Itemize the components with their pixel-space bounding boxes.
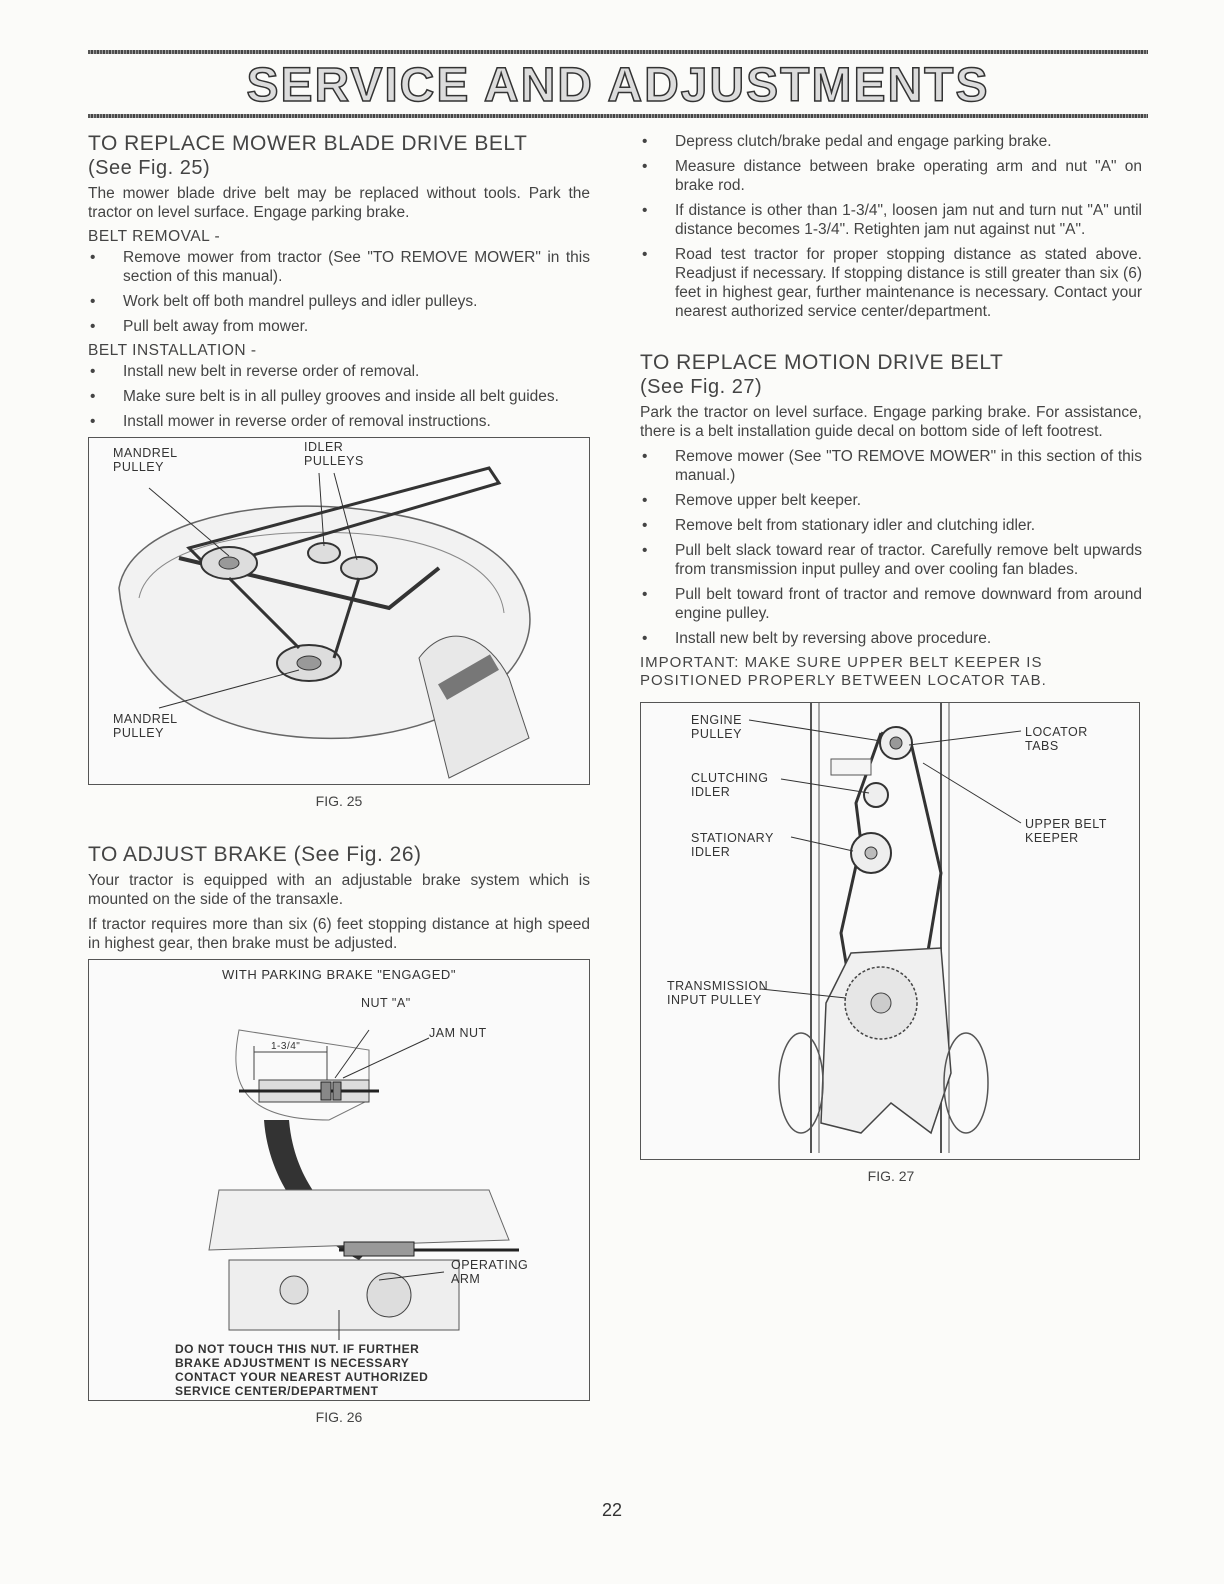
bullet-icon: • <box>90 318 96 335</box>
belt-removal-label: BELT REMOVAL - <box>88 228 221 245</box>
blade-belt-title: TO REPLACE MOWER BLADE DRIVE BELT <box>88 132 528 155</box>
fig26-heading: WITH PARKING BRAKE "ENGAGED" <box>222 967 456 982</box>
list-item: • Road test tractor for proper stopping distance as stated above. Readjust if necessary. If stopping distance is still greater than six (6) feet in highest gear, further maintenance is necessary. Contact your nearest authorized service center/department. <box>642 246 1142 320</box>
motion-belt-see-fig: (See Fig. 27) <box>640 376 763 398</box>
callout-upper-belt-keeper: UPPER BELT KEEPER <box>1025 817 1107 845</box>
bullet-icon: • <box>642 202 648 219</box>
list-item: • Measure distance between brake operating arm and nut "A" on brake rod. <box>642 158 1142 194</box>
list-item: • Work belt off both mandrel pulleys and idler pulleys. <box>90 293 478 310</box>
bullet-icon: • <box>90 293 96 310</box>
list-item: • Make sure belt is in all pulley grooves and inside all belt guides. <box>90 388 559 405</box>
brake-assembly-illustration <box>89 960 589 1400</box>
bullet-icon: • <box>90 363 96 380</box>
figure-26-caption: FIG. 26 <box>315 1409 363 1425</box>
brake-heading: TO ADJUST BRAKE (See Fig. 26) <box>88 843 422 866</box>
list-item: • Install mower in reverse order of removal instructions. <box>90 413 491 430</box>
list-item: • Pull belt slack toward rear of tractor. Carefully remove belt upwards from transmission input pulley and over cooling fan blades. <box>642 542 1142 578</box>
bullet-icon: • <box>642 246 648 263</box>
bullet-icon: • <box>642 133 648 150</box>
bullet-icon: • <box>642 542 648 559</box>
bullet-icon: • <box>642 158 648 175</box>
list-item: • Install new belt by reversing above procedure. <box>642 630 992 647</box>
list-item: • Remove mower from tractor (See "TO REMOVE MOWER" in this section of this manual). <box>90 249 590 285</box>
top-rule <box>88 50 1148 54</box>
idler-pulley-shape <box>341 557 377 579</box>
belt-install-list <box>88 362 590 431</box>
callout-nut-a: NUT "A" <box>361 996 411 1010</box>
brake-para-2: If tractor requires more than six (6) feet stopping distance at high speed in highest gear, then brake must be adjusted. <box>88 916 590 952</box>
bullet-icon: • <box>642 586 648 603</box>
callout-mandrel-pulley-top: MANDREL PULLEY <box>113 446 178 474</box>
callout-engine-pulley: ENGINE PULLEY <box>691 713 742 741</box>
bullet-icon: • <box>90 388 96 405</box>
title-underline <box>88 114 1148 118</box>
clutching-idler-shape <box>864 783 888 807</box>
callout-clutching-idler: CLUTCHING IDLER <box>691 771 769 799</box>
callout-stationary-idler: STATIONARY IDLER <box>691 831 774 859</box>
important-note: IMPORTANT: MAKE SURE UPPER BELT KEEPER IS POSITIONED PROPERLY BETWEEN LOCATOR TAB. <box>640 654 1047 689</box>
bullet-icon: • <box>642 630 648 647</box>
brake-para-1: Your tractor is equipped with an adjustable brake system which is mounted on the side of the transaxle. <box>88 872 590 908</box>
blade-belt-intro: The mower blade drive belt may be replaced without tools. Park the tractor on level surface. Engage parking brake. <box>88 185 590 221</box>
page-title: SERVICE AND ADJUSTMENTS <box>246 59 990 112</box>
motion-belt-heading <box>640 351 1142 399</box>
list-item: • Install new belt in reverse order of removal. <box>90 363 420 380</box>
blade-belt-heading <box>88 132 590 180</box>
list-item: • Remove belt from stationary idler and clutching idler. <box>642 517 1036 534</box>
belt-removal-list <box>88 248 590 336</box>
belt-install-label: BELT INSTALLATION - <box>88 342 257 359</box>
motion-belt-title: TO REPLACE MOTION DRIVE BELT <box>640 351 1004 374</box>
list-item: • Remove upper belt keeper. <box>642 492 862 509</box>
right-column <box>640 132 1142 1184</box>
page-number: 22 <box>601 1500 623 1520</box>
callout-operating-arm: OPERATING ARM <box>451 1258 529 1286</box>
callout-idler-pulleys: IDLER PULLEYS <box>304 440 364 468</box>
list-item: • If distance is other than 1-3/4", loosen jam nut and turn nut "A" until distance becomes 1-3/4". Retighten jam nut against nut "A". <box>642 202 1142 238</box>
figure-25-caption: FIG. 25 <box>315 793 363 809</box>
brake-steps-list <box>640 132 1142 321</box>
blade-belt-see-fig: (See Fig. 25) <box>88 157 211 179</box>
motion-belt-intro: Park the tractor on level surface. Engage parking brake. For assistance, there is a belt installation guide decal on bottom side of left footrest. <box>640 404 1142 440</box>
figure-27 <box>640 702 1140 1160</box>
left-column <box>88 132 590 1425</box>
callout-transmission-input-pulley: TRANSMISSION INPUT PULLEY <box>667 979 769 1007</box>
callout-mandrel-pulley-bottom: MANDREL PULLEY <box>113 712 178 740</box>
bullet-icon: • <box>642 492 648 509</box>
bullet-icon: • <box>642 517 648 534</box>
figure-27-caption: FIG. 27 <box>867 1168 915 1184</box>
list-item: • Pull belt toward front of tractor and remove downward from around engine pulley. <box>642 586 1142 622</box>
figure-26 <box>88 959 590 1401</box>
bullet-icon: • <box>90 249 96 266</box>
list-item: • Depress clutch/brake pedal and engage parking brake. <box>642 133 1052 150</box>
callout-locator-tabs: LOCATOR TABS <box>1025 725 1088 753</box>
figure-25 <box>88 437 590 785</box>
fig26-warning: DO NOT TOUCH THIS NUT. IF FURTHER BRAKE ADJUSTMENT IS NECESSARY CONTACT YOUR NEAREST AUTHORIZED SERVICE CENTER/DEPARTMENT <box>175 1342 429 1398</box>
list-item: • Pull belt away from mower. <box>90 318 309 335</box>
bullet-icon: • <box>90 413 96 430</box>
callout-jam-nut: JAM NUT <box>429 1026 487 1040</box>
callout-measure: 1-3/4" <box>271 1041 301 1052</box>
list-item: • Remove mower (See "TO REMOVE MOWER" in this section of this manual.) <box>642 448 1142 484</box>
bullet-icon: • <box>642 448 648 465</box>
motion-belt-steps-list <box>640 447 1142 648</box>
